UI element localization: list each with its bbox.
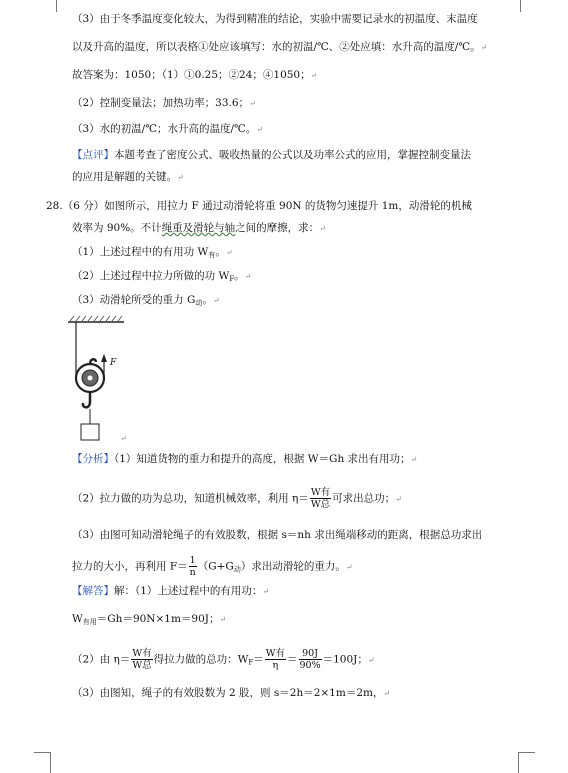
analysis-line-1: 【分析】（1）知道货物的重力和提升的高度，根据 W＝Gh 求出有用功；↵ [72,453,418,465]
question-28-line-1: 28.（6 分）如图所示，用拉力 F 通过动滑轮将重 90N 的货物匀速提升 1m，动滑轮的机械 [46,200,472,212]
analysis-tag: 【分析】 [72,453,114,465]
question-28-part-2: （2）上述过程中拉力所做的功 $W_F$。↵ [72,270,252,283]
solution-line-2: $W_{有用}=Gh=90N\times 1m=90J$；↵ [72,613,227,626]
answer-line-3: （3）水的初温/℃；水升高的温度/℃。↵ [72,123,263,135]
bottom-hook [83,392,90,407]
question-28-part-1: （1）上述过程中的有用功 $W_有$。↵ [72,246,233,259]
work-over-eta-fraction: $\frac{\text{W有}}{\eta}$ [265,648,285,671]
answer-line-3a: （3）由于冬季温度变化较大，为得到精准的结论，实验中需要记录水的初温度、末温度 [72,13,478,25]
comment-line-1: 【点评】本题考查了密度公式、吸收热量的公式以及功率公式的应用，掌握控制变量法 [72,149,471,161]
pulley-figure [62,312,132,447]
one-over-n-fraction: $\frac{1}{n}$ [189,555,196,578]
figure-return-mark: ↵ [120,434,127,443]
efficiency-fraction: $\frac{\text{W有}}{\text{W总}}$ [310,487,331,510]
crop-mark-top-left [34,0,57,12]
answer-line-3b: 以及升高的温度，所以表格①处应该填写：水的初温/℃、②处应填：水升高的温度/℃。↵ [72,41,488,53]
solution-line-4: （3）由图知，绳子的有效股数为 2 股，则 s＝2h＝2×1m＝2m，↵ [72,687,391,699]
question-28-part-3: （3）动滑轮所受的重力 $G_动$。↵ [72,294,220,307]
crop-mark-bottom-left [34,752,51,773]
numeric-fraction: $\frac{90J}{90\%}$ [299,648,321,671]
efficiency-fraction-2: $\frac{\text{W有}}{\text{W总}}$ [132,648,152,671]
analysis-line-3a: （3）由图可知动滑轮绳子的有效股数，根据 s＝nh 求出绳端移动的距离，根据总功求出 [72,529,483,541]
question-28-line-2: 效率为 90%。不计绳重及滑轮与轴之间的摩擦，求：↵ [72,222,326,234]
solution-tag: 【解答】 [72,585,114,597]
comment-tag: 【点评】 [72,149,114,161]
crop-mark-top-right [520,0,543,12]
answer-line-2: （2）控制变量法；加热功率；33.6；↵ [72,97,256,109]
wavy-underline-text: 绳重及滑轮与轴 [161,222,236,234]
force-label: F [110,358,117,368]
solution-line-3: （2）由 η＝ $\frac{\text{W有}}{\text{W总}}$ 得拉力做的总功：$W_F=$ $\frac{\text{W有}}{\eta}$ ＝ $\frac{90J}{90\%}$ ＝100J；↵ [72,648,375,671]
analysis-line-2: （2）拉力做的功为总功，知道机械效率，利用 η＝ $\frac{\text{W有}}{\text{W总}}$ 可求出总功；↵ [72,487,402,510]
cargo-box [81,424,99,440]
solution-line-1: 【解答】解：（1）上述过程中的有用功：↵ [72,585,270,597]
analysis-line-3b: 拉力的大小，再利用 F＝ $\frac{1}{n}$ $(G+G_动)$求出动滑轮的重力。↵ [72,555,353,578]
crop-mark-bottom-right [518,752,535,773]
comment-line-2: 的应用是解题的关键。↵ [72,171,184,183]
answer-summary: 故答案为：1050；（1）①0.25；②24；④1050；↵ [72,69,318,81]
